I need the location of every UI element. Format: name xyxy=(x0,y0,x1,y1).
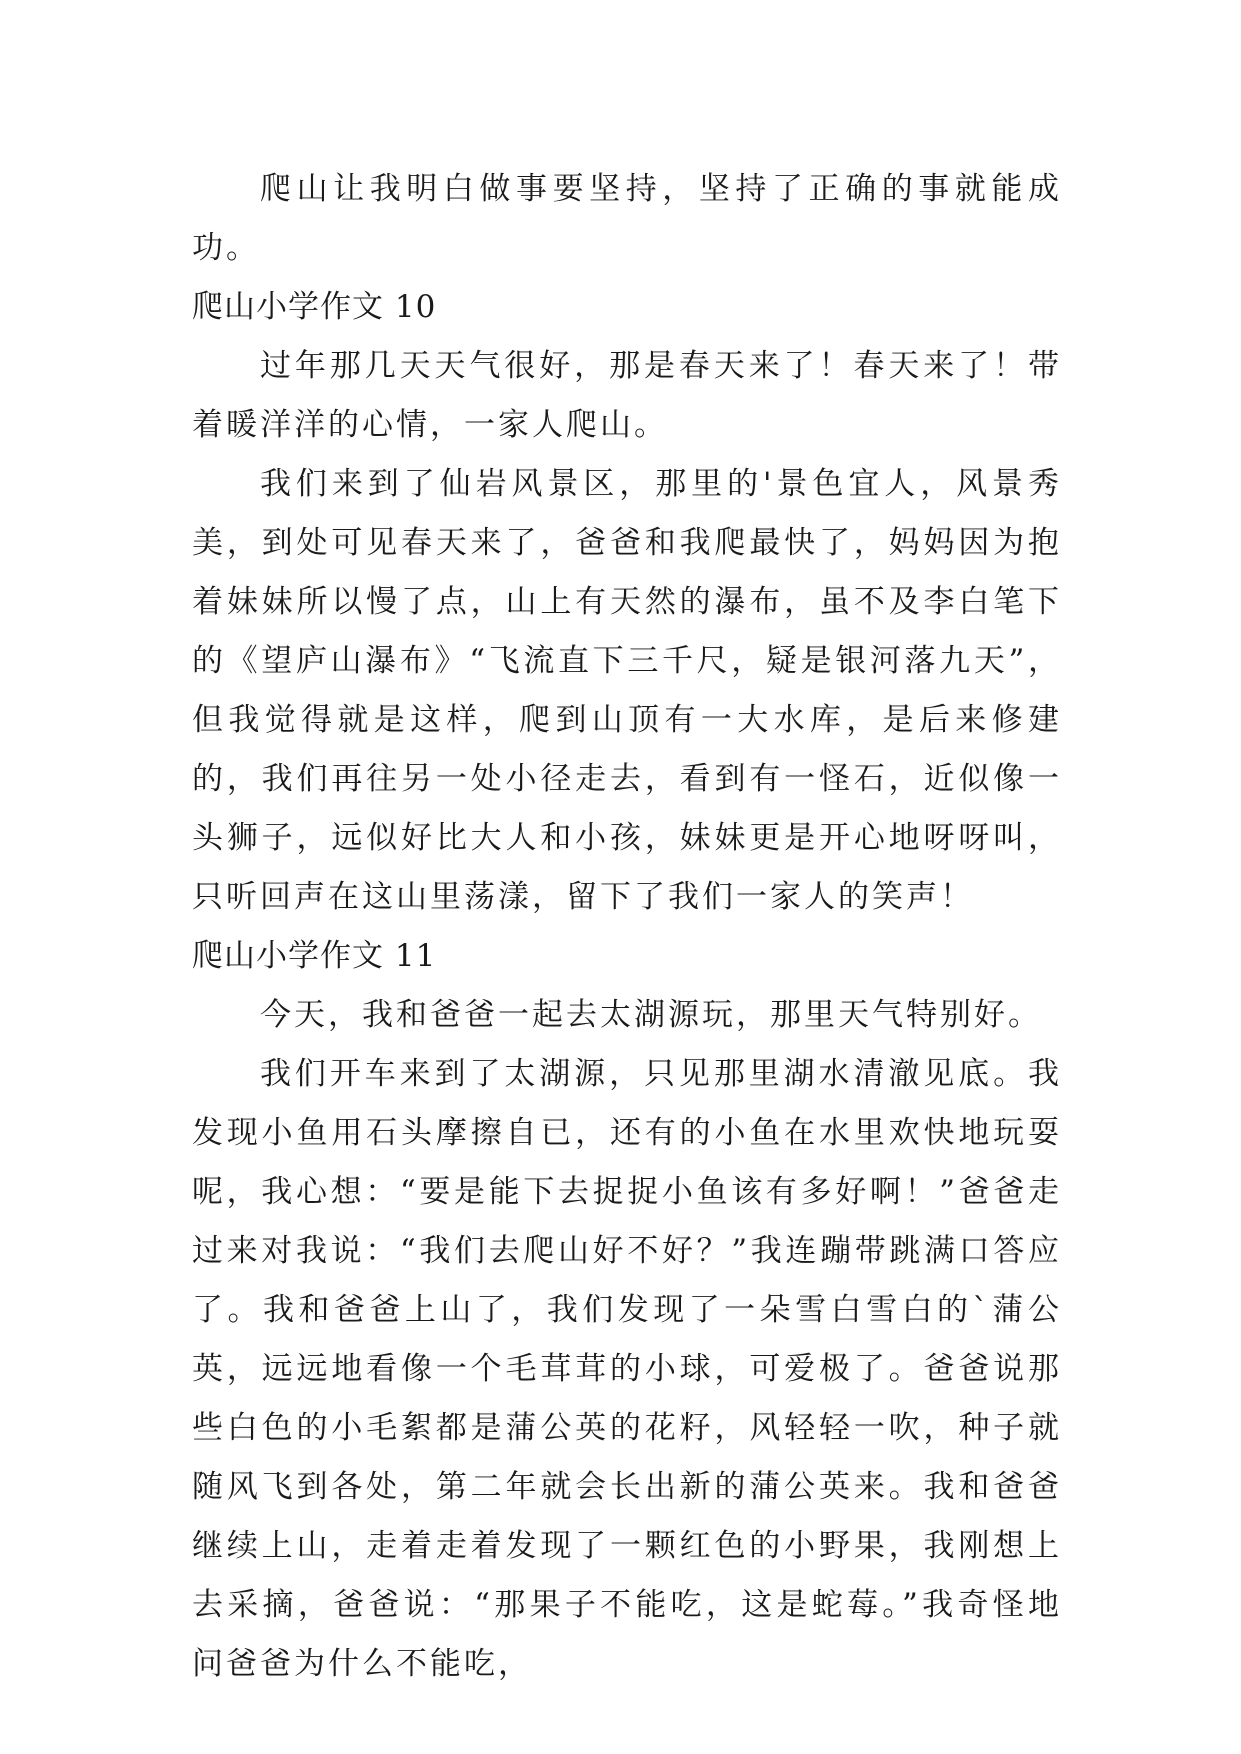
paragraph-body-10: 我们来到了仙岩风景区，那里的'景色宜人，风景秀美，到处可见春天来了，爸爸和我爬最快了，妈妈因为抱着妹妹所以慢了点，山上有天然的瀑布，虽不及李白笔下的《望庐山瀑布》“飞流直下三千尺，疑是银河落九天”，但我觉得就是这样，爬到山顶有一大水库，是后来修建的，我们再往另一处小径走去，看到有一怪石，近似像一头狮子，远似好比大人和小孩，妹妹更是开心地呀呀叫，只听回声在这山里荡漾，留下了我们一家人的笑声！ xyxy=(192,466,1062,915)
essay-heading-11: 爬山小学作文 11 xyxy=(192,938,437,974)
paragraph-intro-11: 今天，我和爸爸一起去太湖源玩，那里天气特别好。 xyxy=(260,997,1042,1033)
paragraph-conclusion: 爬山让我明白做事要坚持，坚持了正确的事就能成功。 xyxy=(192,171,1062,266)
paragraph-body-11: 我们开车来到了太湖源，只见那里湖水清澈见底。我发现小鱼用石头摩擦自已，还有的小鱼在水里欢快地玩耍呢，我心想：“要是能下去捉捉小鱼该有多好啊！”爸爸走过来对我说：“我们去爬山好不好？”我连蹦带跳满口答应了。我和爸爸上山了，我们发现了一朵雪白雪白的`蒲公英，远远地看像一个毛茸茸的小球，可爱极了。爸爸说那些白色的小毛絮都是蒲公英的花籽，风轻轻一吹，种子就随风飞到各处，第二年就会长出新的蒲公英来。我和爸爸继续上山，走着走着发现了一颗红色的小野果，我刚想上去采摘，爸爸说：“那果子不能吃，这是蛇莓。”我奇怪地问爸爸为什么不能吃， xyxy=(192,1056,1062,1682)
essay-heading-10: 爬山小学作文 10 xyxy=(192,289,437,325)
document-body xyxy=(192,160,1062,1694)
paragraph-intro-10: 过年那几天天气很好，那是春天来了！春天来了！带着暖洋洋的心情，一家人爬山。 xyxy=(192,348,1062,443)
